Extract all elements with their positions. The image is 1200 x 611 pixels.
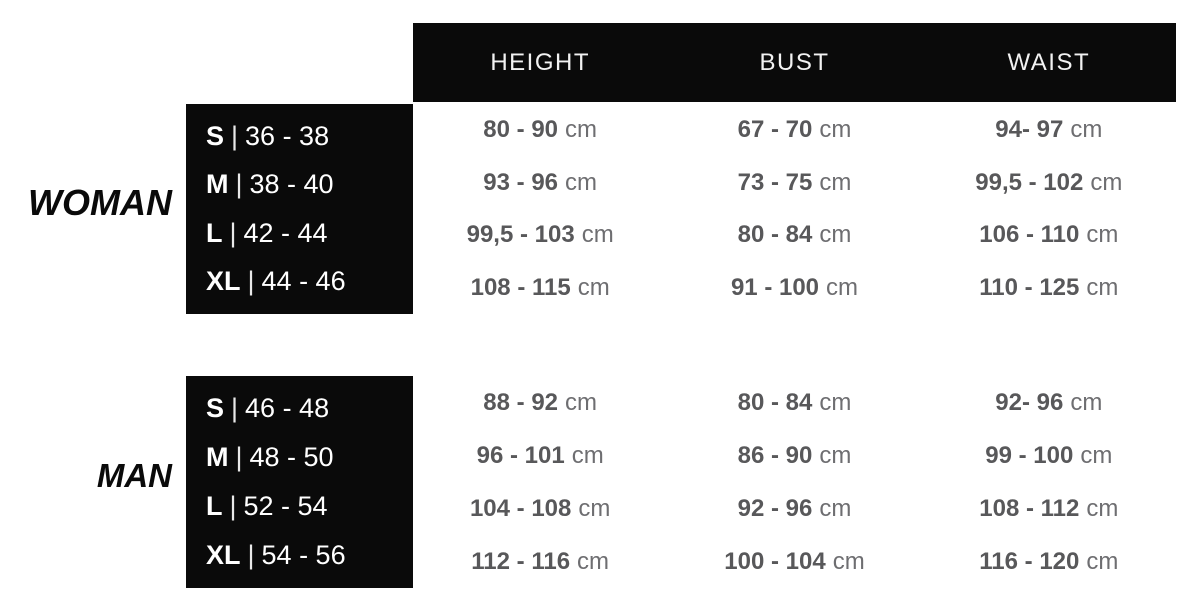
size-letter: L — [206, 491, 223, 521]
height-value: 88 - 92 cm — [483, 388, 598, 416]
size-range: 42 - 44 — [243, 217, 328, 248]
unit-label: cm — [819, 116, 852, 144]
height-value: 112 - 116 cm — [471, 547, 610, 575]
waist-value: 94- 97 cm — [995, 116, 1103, 144]
height-value: 80 - 90 cm — [483, 116, 598, 144]
height-value: 96 - 101 cm — [476, 441, 604, 469]
size-range: 44 - 46 — [261, 266, 346, 297]
section-label-man: MAN — [96, 457, 172, 494]
table-header — [413, 23, 1176, 102]
column-header-height: HEIGHT — [490, 48, 590, 76]
size-separator: | — [247, 266, 255, 297]
bust-value: 86 - 90 cm — [737, 441, 852, 469]
unit-label: cm — [1090, 168, 1123, 196]
size-range: 46 - 48 — [245, 393, 330, 423]
unit-label: cm — [577, 273, 610, 301]
waist-value: 108 - 112 cm — [979, 494, 1119, 522]
measure-row-woman-m — [413, 157, 1176, 210]
unit-label: cm — [1086, 273, 1119, 301]
waist-value: 106 - 110 cm — [979, 221, 1119, 249]
bust-value: 67 - 70 cm — [737, 116, 852, 144]
unit-label: cm — [819, 168, 852, 196]
size-separator: | — [235, 442, 243, 472]
height-value: 108 - 115 cm — [470, 273, 610, 301]
unit-label: cm — [1086, 221, 1119, 249]
waist-value: 116 - 120 cm — [979, 547, 1119, 575]
size-range: 36 - 38 — [245, 120, 330, 151]
size-letter: XL — [206, 266, 241, 297]
waist-value: 99,5 - 102 cm — [975, 168, 1123, 196]
unit-label: cm — [565, 116, 598, 144]
waist-value: 110 - 125 cm — [979, 273, 1119, 301]
size-separator: | — [229, 491, 237, 521]
size-row-woman-s — [206, 120, 413, 151]
unit-label: cm — [1086, 547, 1119, 575]
size-row-man-s — [206, 395, 413, 422]
column-header-bust: BUST — [759, 48, 830, 76]
size-letter: M — [206, 442, 229, 472]
size-row-woman-xl — [206, 268, 413, 295]
size-letter: XL — [206, 540, 241, 570]
size-list-woman — [186, 104, 413, 314]
height-value: 93 - 96 cm — [483, 168, 598, 196]
unit-label: cm — [832, 547, 865, 575]
size-row-woman-m — [206, 171, 413, 198]
measurements-man — [413, 376, 1176, 588]
unit-label: cm — [819, 494, 852, 522]
measure-row-man-xl — [413, 535, 1176, 588]
size-letter: S — [206, 393, 225, 423]
bust-value: 92 - 96 cm — [737, 494, 852, 522]
measure-row-woman-s — [413, 104, 1176, 157]
unit-label: cm — [819, 221, 852, 249]
unit-label: cm — [826, 273, 859, 301]
size-separator: | — [235, 169, 243, 200]
height-value: 99,5 - 103 cm — [466, 221, 614, 249]
measure-row-woman-l — [413, 209, 1176, 262]
column-header-waist: WAIST — [1007, 48, 1091, 76]
size-range: 48 - 50 — [249, 442, 334, 472]
size-separator: | — [229, 217, 237, 248]
bust-value: 100 - 104 cm — [724, 547, 865, 575]
measure-row-man-s — [413, 376, 1176, 429]
measure-row-woman-xl — [413, 262, 1176, 315]
unit-label: cm — [819, 441, 852, 469]
size-letter: S — [206, 120, 225, 151]
measure-row-man-l — [413, 482, 1176, 535]
size-row-man-m — [206, 444, 413, 471]
unit-label: cm — [1070, 116, 1103, 144]
size-separator: | — [231, 393, 239, 423]
unit-label: cm — [571, 441, 604, 469]
size-letter: L — [206, 217, 223, 248]
size-row-woman-l — [206, 217, 413, 248]
measurements-woman — [413, 104, 1176, 314]
size-row-man-xl — [206, 542, 413, 569]
waist-value: 92- 96 cm — [995, 388, 1103, 416]
unit-label: cm — [1070, 388, 1103, 416]
size-letter: M — [206, 169, 229, 200]
bust-value: 80 - 84 cm — [737, 388, 852, 416]
height-value: 104 - 108 cm — [469, 494, 611, 522]
bust-value: 80 - 84 cm — [737, 221, 852, 249]
unit-label: cm — [578, 494, 611, 522]
size-range: 54 - 56 — [261, 540, 346, 570]
bust-value: 91 - 100 cm — [730, 273, 859, 301]
unit-label: cm — [1086, 494, 1119, 522]
section-label-woman: WOMAN — [28, 182, 172, 223]
size-separator: | — [247, 540, 255, 570]
unit-label: cm — [819, 388, 852, 416]
size-list-man — [186, 376, 413, 588]
waist-value: 99 - 100 cm — [985, 441, 1113, 469]
unit-label: cm — [581, 221, 614, 249]
size-row-man-l — [206, 493, 413, 520]
unit-label: cm — [565, 168, 598, 196]
bust-value: 73 - 75 cm — [737, 168, 852, 196]
measure-row-man-m — [413, 429, 1176, 482]
size-range: 38 - 40 — [249, 169, 334, 200]
unit-label: cm — [577, 547, 610, 575]
size-separator: | — [231, 120, 239, 151]
unit-label: cm — [565, 388, 598, 416]
unit-label: cm — [1080, 441, 1113, 469]
size-range: 52 - 54 — [243, 491, 328, 521]
